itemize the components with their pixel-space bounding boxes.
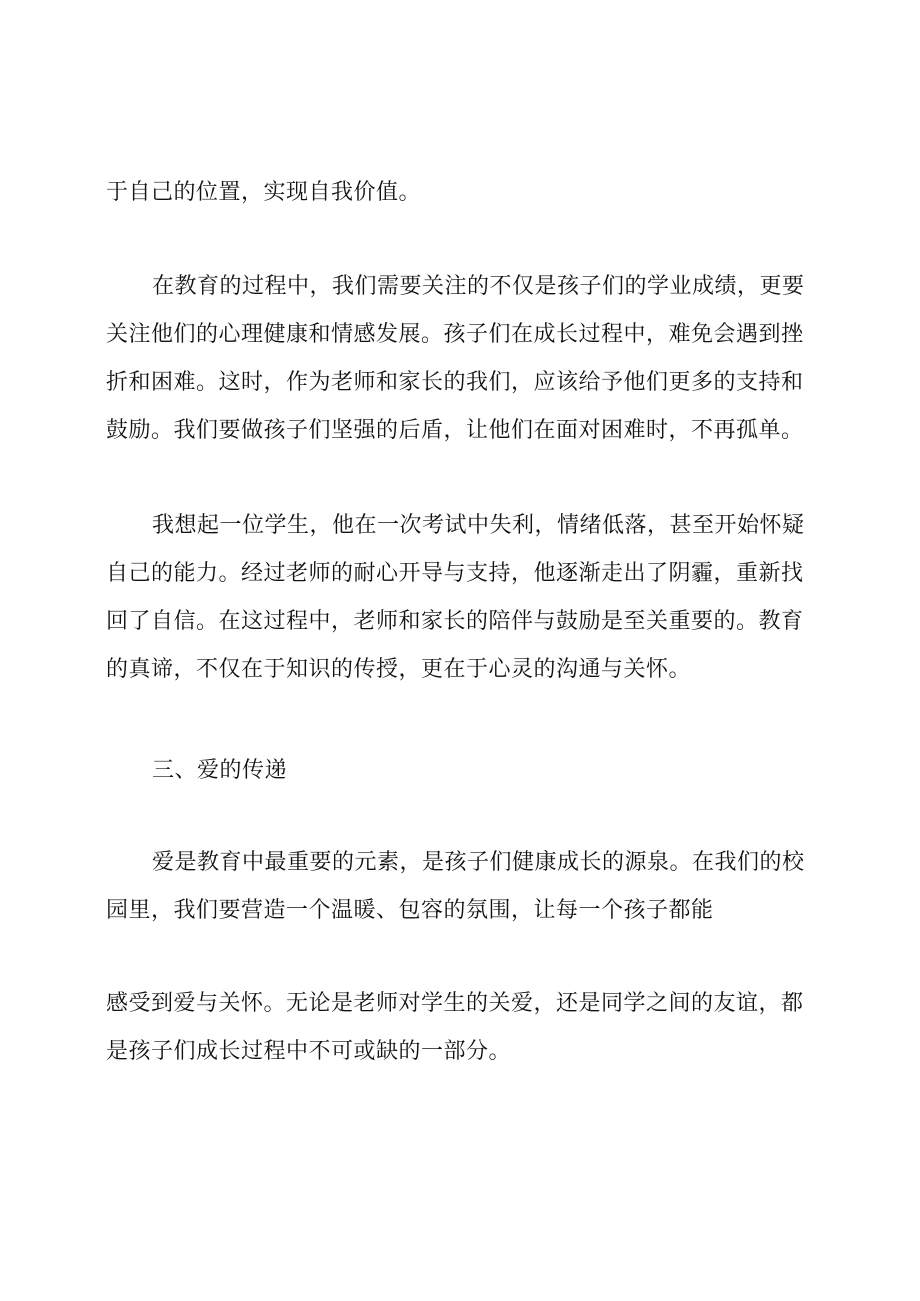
section-heading: 三、爱的传递	[152, 758, 288, 783]
text-line: 的真谛，不仅在于知识的传授，更在于心灵的沟通与关怀。	[106, 657, 692, 682]
text-line: 是孩子们成长过程中不可或缺的一部分。	[106, 1039, 512, 1064]
paragraph-first-line: 我想起一位学生，他在一次考试中失利，情绪低落，甚至开始怀疑	[152, 513, 805, 538]
text-line: 园里，我们要营造一个温暖、包容的氛围，让每一个孩子都能	[106, 898, 714, 923]
paragraph-first-line: 爱是教育中最重要的元素，是孩子们健康成长的源泉。在我们的校	[152, 850, 805, 875]
text-line: 鼓励。我们要做孩子们坚强的后盾，让他们在面对困难时，不再孤单。	[106, 418, 804, 443]
text-line: 于自己的位置，实现自我价值。	[106, 180, 422, 205]
paragraph-first-line: 在教育的过程中，我们需要关注的不仅是孩子们的学业成绩，更要	[152, 274, 805, 299]
text-line: 关注他们的心理健康和情感发展。孩子们在成长过程中，难免会遇到挫	[106, 322, 804, 347]
text-line: 自己的能力。经过老师的耐心开导与支持，他逐渐走出了阴霾，重新找	[106, 561, 804, 586]
text-line: 折和困难。这时，作为老师和家长的我们，应该给予他们更多的支持和	[106, 370, 804, 395]
text-line: 感受到爱与关怀。无论是老师对学生的关爱，还是同学之间的友谊，都	[106, 991, 804, 1016]
text-line: 回了自信。在这过程中，老师和家长的陪伴与鼓励是至关重要的。教育	[106, 609, 804, 634]
